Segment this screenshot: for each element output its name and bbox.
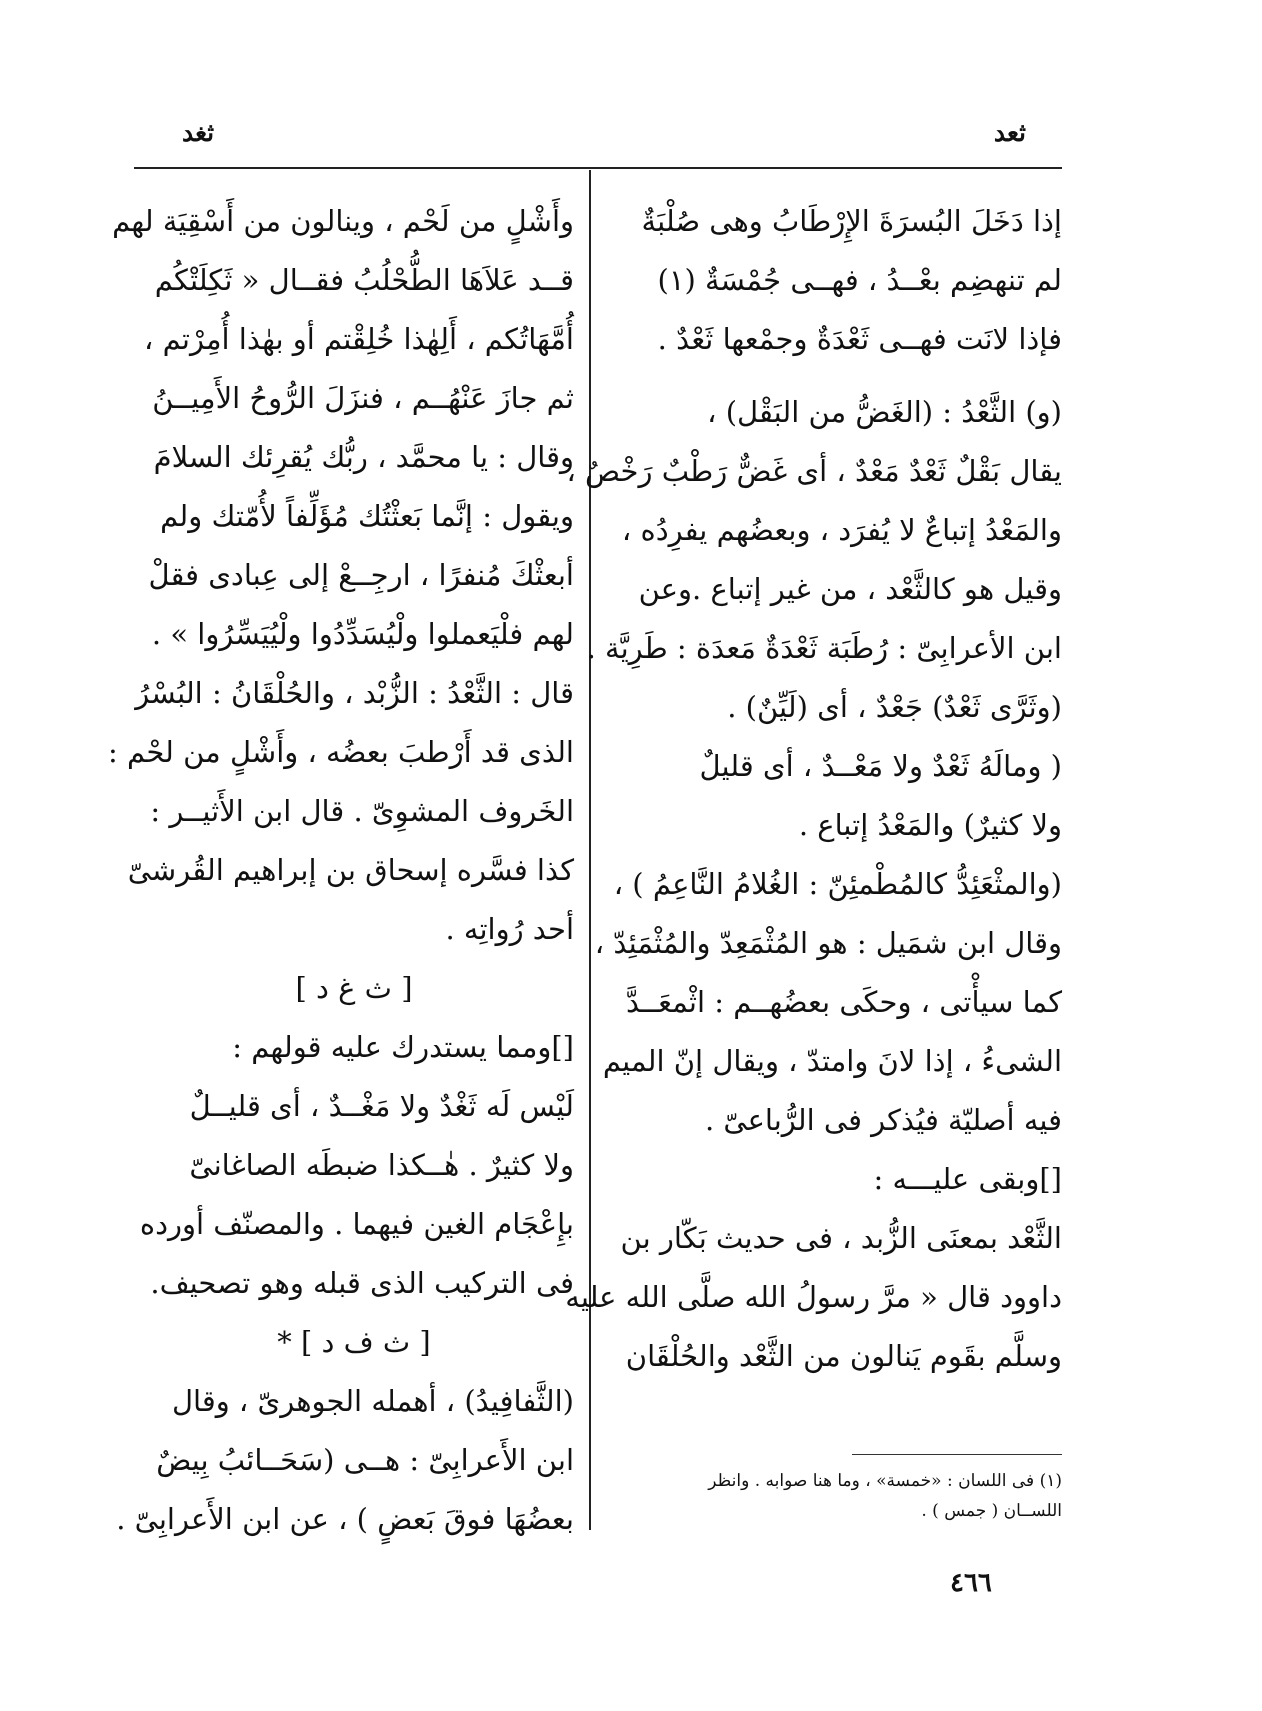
footnote-line: اللســان ( جمس ) . — [921, 1501, 1062, 1521]
text-line: ابن الأَعرابِىّ : هــى (سَحَــائبُ بِيضٌ — [156, 1443, 574, 1477]
text-line: وسلَّم بقَوم يَنالون من الثَّعْد والحُلْقَان — [625, 1339, 1062, 1373]
text-line: وقال : يا محمَّد ، ربُّك يُقرِئك السلامَ — [153, 440, 574, 474]
text-line: (الثَّفافِيدُ) ، أهمله الجوهرىّ ، وقال — [171, 1384, 574, 1418]
text-line: لهم فلْيَعملوا ولْيُسَدِّدُوا ولْيُيَسِّرُوا » . — [151, 617, 574, 651]
text-line: (و) الثَّعْدُ : (الغَضُّ من البَقْل) ، — [707, 395, 1062, 429]
text-line: فإذا لانَت فهــى ثَعْدَةٌ وجمْعها ثَعْدٌ . — [657, 322, 1062, 356]
text-line: بعضُهَا فوقَ بَعضٍ ) ، عن ابن الأَعرابِىّ . — [116, 1502, 574, 1536]
text-line: قــد عَلاَهَا الطُّحْلُبُ فقــال « ثَكِلَتْكُم — [154, 263, 574, 297]
text-line: قال : الثَّعْدُ : الزُّبْد ، والحُلْقَانُ : البُسْرُ — [135, 676, 574, 710]
running-header-left: ثغد — [182, 118, 215, 147]
text-line: أحد رُواتِه . — [445, 912, 574, 946]
text-line: ( ومالَهُ ثَعْدٌ ولا مَعْــدٌ ، أى قليلٌ — [699, 749, 1062, 783]
right-column — [565, 192, 1062, 1386]
running-header-right: ثعد — [993, 118, 1026, 147]
entry-heading: [ ث ف د ] * — [277, 1325, 431, 1359]
text-line: فى التركيب الذى قبله وهو تصحيف. — [150, 1266, 574, 1300]
text-line: الذى قد أَرْطبَ بعضُه ، وأَشْلٍ من لحْم : — [108, 735, 574, 769]
text-line: ثم جازَ عَنْهُــم ، فنزَلَ الرُّوحُ الأَمِيــنُ — [152, 381, 574, 415]
text-line: ابن الأعرابِىّ : رُطَبَة ثَعْدَةٌ مَعدَة : طَرِيَّة . — [586, 631, 1062, 665]
text-line: يقال بَقْلٌ ثَعْدٌ مَعْدٌ ، أى غَضٌّ رَطْبٌ رَخْصٌ ، — [566, 454, 1062, 488]
text-line: أُمَّهَاتُكم ، أَلِهٰذا خُلِقْتم أو بهٰذا أُمِرْتم ، — [144, 322, 574, 356]
text-line: لَيْس لَه ثَغْدٌ ولا مَغْــدٌ ، أى قليــلٌ — [189, 1089, 574, 1123]
text-line: فيه أصليّة فيُذكر فى الرُّباعىّ . — [704, 1103, 1062, 1137]
text-line: الشىءُ ، إذا لانَ وامتدّ ، ويقال إنّ الميم — [602, 1044, 1062, 1078]
text-line: وأَشْلٍ من لَحْم ، وينالون من أَسْقِيَة لهم — [112, 204, 574, 238]
text-line: أبعثْكَ مُنفرًا ، ارجِــعْ إلى عِبادى فقلْ — [148, 558, 574, 592]
header-rule — [134, 167, 1062, 169]
text-line: الخَروف المشوِىّ . قال ابن الأَثيــر : — [150, 794, 574, 828]
text-line: كذا فسَّره إسحاق بن إبراهيم القُرشىّ — [127, 853, 574, 887]
footnote-line: (١) فى اللسان : «خمسة» ، وما هنا صوابه . وانظر — [708, 1471, 1062, 1491]
text-line: كما سيأْتى ، وحكَى بعضُهــم : اثْمعَــدَّ — [625, 985, 1062, 1019]
text-line: (والمثْعَئِدُّ كالمُطْمئِنّ : الغُلامُ النَّاعِمُ ) ، — [613, 867, 1062, 901]
text-line: وقيل هو كالثَّعْد ، من غير إتباع .وعن — [638, 572, 1062, 606]
footnote — [632, 1466, 1062, 1526]
page-number: ٤٦٦ — [950, 1568, 992, 1598]
text-line: ويقول : إنَّما بَعثْتُك مُؤَلِّفاً لأُمّتك ولم — [160, 499, 574, 533]
entry-heading: [ ث غ د ] — [295, 971, 413, 1005]
text-line: إذا دَخَلَ البُسرَةَ الإِرْطَابُ وهى صُلْبَةٌ — [641, 204, 1062, 238]
text-line: وقال ابن شمَيل : هو المُثْمَعِدّ والمُثْمَئِدّ ، — [594, 926, 1062, 960]
text-line: []وبقى عليـــه : — [873, 1162, 1062, 1196]
text-line: (وثَرَّى ثَعْدٌ) جَعْدٌ ، أى (لَيِّنٌ) . — [727, 690, 1062, 724]
text-line: والمَعْدُ إتباعٌ لا يُفرَد ، وبعضُهم يفرِدُه ، — [621, 513, 1062, 547]
text-line: الثَّعْد بمعنَى الزُّبد ، فى حديث بَكّار بن — [620, 1221, 1062, 1255]
text-line: ولا كثيرٌ . هٰــكذا ضبطَه الصاغانىّ — [189, 1148, 574, 1182]
text-line: ولا كثيرٌ) والمَعْدُ إتباع . — [798, 808, 1062, 842]
left-column — [108, 192, 574, 1549]
footnote-rule — [852, 1454, 1062, 1455]
text-line: داوود قال « مرَّ رسولُ الله صلَّى الله عليه — [565, 1280, 1062, 1314]
text-line: بإِعْجَام الغين فيهما . والمصنّف أورده — [139, 1207, 574, 1241]
text-line: لم تنهضِم بعْــدُ ، فهــى جُمْسَةٌ (١) — [657, 263, 1062, 297]
text-line: []ومما يستدرك عليه قولهم : — [232, 1030, 574, 1064]
